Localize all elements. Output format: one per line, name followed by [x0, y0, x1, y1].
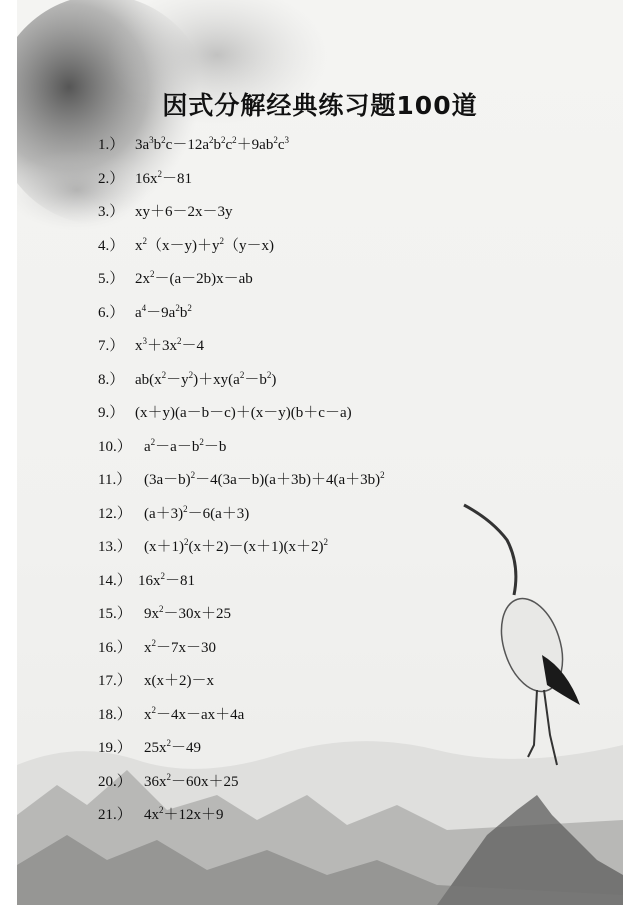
- problem-expression: $16x^2-81$: [138, 570, 196, 589]
- problem-number: 4.）: [98, 237, 125, 254]
- problem-number: 13.）: [98, 539, 132, 555]
- problem-item: [98, 704, 244, 726]
- problem-number: 7.）: [98, 338, 125, 354]
- problem-expression: $(3a-b)^2-4(3a-b)(a+3b)+4(a+3b)^2$: [144, 470, 385, 488]
- problem-number: 15.）: [98, 606, 132, 622]
- problem-number: 20.）: [98, 773, 132, 790]
- problem-expression: x(x＋2)－x: [144, 673, 214, 689]
- problem-item: [98, 268, 253, 290]
- problem-number: 21.）: [98, 807, 132, 823]
- problem-item: [98, 201, 233, 223]
- problem-item: [98, 503, 249, 525]
- problem-number: 9.）: [98, 405, 125, 421]
- problem-number: 1.）: [98, 137, 125, 153]
- problem-expression: $x^2(x-y)+y^2(y-x)$: [135, 235, 274, 254]
- problem-item: [98, 402, 352, 424]
- problem-expression: $16x^2-81$: [135, 168, 193, 187]
- problem-item: [98, 168, 192, 190]
- problem-item: [98, 134, 289, 156]
- problem-number: 17.）: [98, 673, 132, 689]
- problem-expression: $x^2-7x-30$: [144, 637, 217, 656]
- problem-item: [98, 469, 385, 491]
- problem-expression: xy＋6－2x－3y: [135, 204, 233, 220]
- problem-item: [98, 737, 201, 759]
- problem-item: [98, 637, 216, 659]
- problem-number: 11.）: [98, 472, 132, 488]
- page-title: 因式分解经典练习题100道: [162, 91, 478, 120]
- crane-illustration: [462, 495, 592, 785]
- problem-expression: $a^4-9a^2b^2$: [135, 302, 192, 321]
- problem-item: [98, 235, 274, 257]
- problem-expression: $3a^3b^2c-12a^2b^2c^2+9ab^2c^3$: [135, 135, 290, 153]
- problem-number: 5.）: [98, 271, 125, 287]
- problem-number: 3.）: [98, 204, 125, 220]
- problem-expression: $ab(x^2-y^2)+xy(a^2-b^2)$: [135, 369, 277, 388]
- problem-number: 8.）: [98, 371, 125, 388]
- problem-number: 14.）: [98, 572, 132, 589]
- problem-item: [98, 670, 214, 692]
- problem-item: [98, 302, 192, 324]
- problem-expression: $2x^2-(a-2b)x-ab$: [135, 269, 253, 287]
- problem-item: [98, 335, 204, 357]
- problem-item: [98, 570, 195, 592]
- problem-item: [98, 369, 276, 391]
- problem-expression: $9x^2-30x+25$: [144, 604, 232, 622]
- problem-expression: $25x^2-49$: [144, 738, 202, 756]
- problem-expression: $4x^2+12x+9$: [144, 805, 224, 823]
- problem-expression: (x＋y)(a－b－c)＋(x－y)(b＋c－a): [135, 405, 352, 421]
- problem-expression: $x^2-4x-ax+4a$: [144, 704, 245, 723]
- problem-number: 12.）: [98, 505, 132, 522]
- problem-expression: $(x+1)^2(x+2)-(x+1)(x+2)^2$: [144, 537, 328, 555]
- problem-number: 2.）: [98, 170, 125, 187]
- problem-expression: $a^2-a-b^2-b$: [144, 436, 227, 455]
- problem-expression: $36x^2-60x+25$: [144, 771, 239, 790]
- problem-number: 16.）: [98, 639, 132, 656]
- problem-number: 19.）: [98, 740, 132, 756]
- problem-item: [98, 536, 328, 558]
- problem-expression: $(a+3)^2-6(a+3)$: [144, 503, 250, 522]
- problem-number: 10.）: [98, 438, 132, 455]
- problem-number: 6.）: [98, 304, 125, 321]
- problem-item: [98, 436, 226, 458]
- problem-number: 18.）: [98, 706, 132, 723]
- problem-expression: $x^3+3x^2-4$: [135, 336, 205, 354]
- problem-item: [98, 603, 231, 625]
- problem-item: [98, 771, 239, 793]
- problem-item: [98, 804, 224, 826]
